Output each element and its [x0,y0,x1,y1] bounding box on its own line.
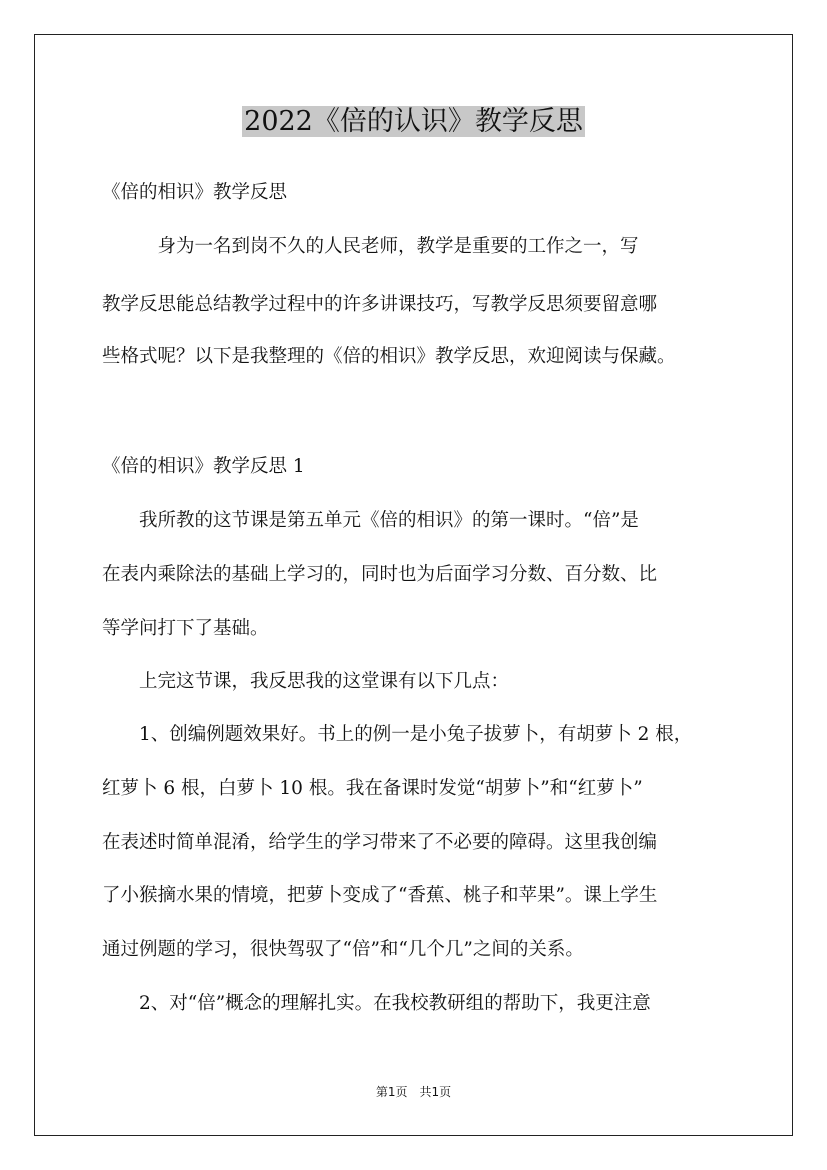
paragraph-line: 些格式呢？以下是我整理的《倍的相识》教学反思，欢迎阅读与保藏。 [102,346,676,367]
paragraph-line: 通过例题的学习，很快驾驭了“倍”和“几个几”之间的关系。 [102,939,584,960]
paragraph-line: 教学反思能总结教学过程中的许多讲课技巧，写教学反思须要留意哪 [102,294,658,315]
paragraph-line: 2、对“倍”概念的理解扎实。在我校教研组的帮助下，我更注意 [102,993,651,1014]
paragraph-line: 身为一名到岗不久的人民老师，教学是重要的工作之一，写 [102,236,639,257]
page-footer: 第1页 共1页 [375,1085,452,1099]
document-title: 2022《倍的认识》教学反思 [244,106,583,137]
paragraph-line: 上完这节课，我反思我的这堂课有以下几点： [102,671,510,692]
paragraph-line: 我所教的这节课是第五单元《倍的相识》的第一课时。“倍”是 [102,510,639,531]
paragraph-line: 了小猴摘水果的情境，把萝卜变成了“香蕉、桃子和苹果”。课上学生 [102,885,658,906]
section-heading: 《倍的相识》教学反思 1 [102,456,305,477]
paragraph-line: 在表述时简单混淆，给学生的学习带来了不必要的障碍。这里我创编 [102,832,658,853]
paragraph-line: 红萝卜 6 根，白萝卜 10 根。我在备课时发觉“胡萝卜”和“红萝卜” [102,778,643,799]
paragraph-line: 等学问打下了基础。 [102,618,269,639]
section-heading: 《倍的相识》教学反思 [102,182,288,203]
paragraph-line: 在表内乘除法的基础上学习的，同时也为后面学习分数、百分数、比 [102,564,658,585]
paragraph-line: 1、创编例题效果好。书上的例一是小兔子拔萝卜，有胡萝卜 2 根， [102,724,693,745]
